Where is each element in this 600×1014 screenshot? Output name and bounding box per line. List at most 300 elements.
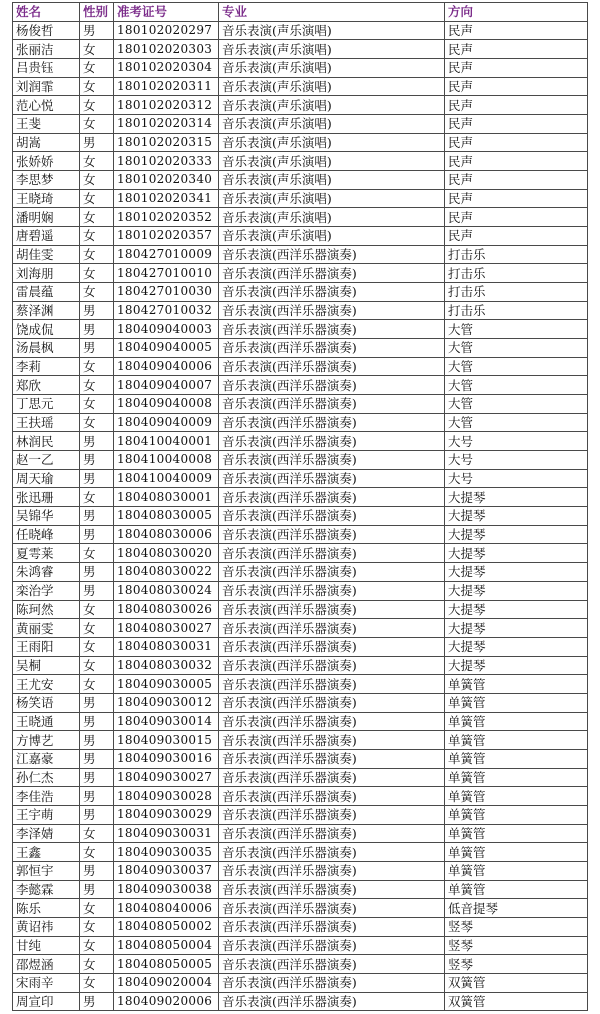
table-row: [13, 283, 588, 302]
cell-major: 音乐表演(声乐演唱): [219, 189, 445, 208]
cell-direction: 双簧管: [445, 992, 588, 1011]
cell-major: 音乐表演(西洋乐器演奏): [219, 283, 445, 302]
cell-gender: 女: [80, 955, 114, 974]
table-row: [13, 787, 588, 806]
cell-direction: 民声: [445, 152, 588, 171]
cell-exam-id: 180102020352: [114, 208, 219, 227]
cell-exam-id: 180427010030: [114, 283, 219, 302]
cell-exam-id: 180408030001: [114, 488, 219, 507]
cell-gender: 女: [80, 245, 114, 264]
cell-exam-id: 180408030026: [114, 600, 219, 619]
cell-exam-id: 180409030028: [114, 787, 219, 806]
cell-exam-id: 180102020333: [114, 152, 219, 171]
cell-direction: 民声: [445, 189, 588, 208]
cell-exam-id: 180408030024: [114, 581, 219, 600]
cell-major: 音乐表演(西洋乐器演奏): [219, 805, 445, 824]
cell-name: 张迅珊: [13, 488, 80, 507]
cell-exam-id: 180408040006: [114, 899, 219, 918]
cell-gender: 男: [80, 861, 114, 880]
cell-name: 王尤安: [13, 675, 80, 694]
cell-exam-id: 180102020311: [114, 77, 219, 96]
cell-major: 音乐表演(声乐演唱): [219, 21, 445, 40]
cell-exam-id: 180409030012: [114, 693, 219, 712]
cell-major: 音乐表演(声乐演唱): [219, 96, 445, 115]
table-row: [13, 992, 588, 1011]
cell-direction: 单簧管: [445, 824, 588, 843]
cell-exam-id: 180102020312: [114, 96, 219, 115]
cell-gender: 女: [80, 376, 114, 395]
admission-roster-table: [12, 2, 588, 1011]
cell-major: 音乐表演(西洋乐器演奏): [219, 843, 445, 862]
cell-gender: 男: [80, 320, 114, 339]
cell-gender: 男: [80, 469, 114, 488]
cell-exam-id: 180409030027: [114, 768, 219, 787]
table-row: [13, 749, 588, 768]
table-row: [13, 40, 588, 59]
cell-exam-id: 180409030005: [114, 675, 219, 694]
cell-gender: 男: [80, 525, 114, 544]
cell-name: 甘纯: [13, 936, 80, 955]
table-row: [13, 488, 588, 507]
cell-direction: 大提琴: [445, 507, 588, 526]
cell-name: 陈珂然: [13, 600, 80, 619]
cell-name: 任晓峰: [13, 525, 80, 544]
cell-exam-id: 180409020006: [114, 992, 219, 1011]
cell-direction: 大管: [445, 357, 588, 376]
cell-gender: 男: [80, 507, 114, 526]
cell-major: 音乐表演(西洋乐器演奏): [219, 469, 445, 488]
cell-exam-id: 180409040007: [114, 376, 219, 395]
cell-major: 音乐表演(西洋乐器演奏): [219, 451, 445, 470]
cell-major: 音乐表演(西洋乐器演奏): [219, 731, 445, 750]
cell-direction: 民声: [445, 208, 588, 227]
cell-name: 李佳浩: [13, 787, 80, 806]
cell-gender: 女: [80, 283, 114, 302]
table-row: [13, 656, 588, 675]
cell-direction: 大提琴: [445, 619, 588, 638]
cell-name: 吕贵钰: [13, 59, 80, 78]
cell-direction: 民声: [445, 77, 588, 96]
table-row: [13, 768, 588, 787]
cell-major: 音乐表演(声乐演唱): [219, 40, 445, 59]
cell-name: 李泽婧: [13, 824, 80, 843]
cell-direction: 大提琴: [445, 525, 588, 544]
cell-exam-id: 180409030037: [114, 861, 219, 880]
cell-name: 王晓通: [13, 712, 80, 731]
cell-name: 胡嵩: [13, 133, 80, 152]
cell-exam-id: 180408030020: [114, 544, 219, 563]
table-row: [13, 880, 588, 899]
cell-direction: 大管: [445, 395, 588, 414]
cell-gender: 男: [80, 992, 114, 1011]
cell-exam-id: 180410040008: [114, 451, 219, 470]
cell-exam-id: 180409020004: [114, 973, 219, 992]
cell-exam-id: 180409030035: [114, 843, 219, 862]
cell-direction: 单簧管: [445, 731, 588, 750]
cell-direction: 竖琴: [445, 936, 588, 955]
cell-name: 王斐: [13, 115, 80, 134]
cell-name: 潘明娴: [13, 208, 80, 227]
table-header-row: [13, 3, 588, 22]
cell-gender: 女: [80, 115, 114, 134]
cell-gender: 女: [80, 899, 114, 918]
cell-direction: 单簧管: [445, 861, 588, 880]
cell-major: 音乐表演(声乐演唱): [219, 133, 445, 152]
table-row: [13, 824, 588, 843]
cell-direction: 双簧管: [445, 973, 588, 992]
cell-direction: 民声: [445, 133, 588, 152]
table-row: [13, 955, 588, 974]
cell-name: 王宇萌: [13, 805, 80, 824]
cell-gender: 女: [80, 619, 114, 638]
table-row: [13, 581, 588, 600]
table-row: [13, 693, 588, 712]
cell-direction: 单簧管: [445, 675, 588, 694]
cell-gender: 女: [80, 637, 114, 656]
cell-direction: 民声: [445, 21, 588, 40]
cell-name: 李思梦: [13, 171, 80, 190]
cell-gender: 女: [80, 152, 114, 171]
table-row: [13, 395, 588, 414]
cell-name: 周宣印: [13, 992, 80, 1011]
cell-gender: 女: [80, 544, 114, 563]
cell-name: 周天瑜: [13, 469, 80, 488]
table-row: [13, 189, 588, 208]
table-row: [13, 637, 588, 656]
cell-gender: 女: [80, 936, 114, 955]
table-row: [13, 115, 588, 134]
cell-major: 音乐表演(西洋乐器演奏): [219, 376, 445, 395]
table-row: [13, 133, 588, 152]
cell-exam-id: 180102020304: [114, 59, 219, 78]
cell-gender: 女: [80, 395, 114, 414]
cell-direction: 打击乐: [445, 301, 588, 320]
cell-direction: 大号: [445, 469, 588, 488]
cell-major: 音乐表演(西洋乐器演奏): [219, 357, 445, 376]
cell-direction: 单簧管: [445, 787, 588, 806]
cell-exam-id: 180102020315: [114, 133, 219, 152]
cell-name: 栾治学: [13, 581, 80, 600]
cell-name: 张丽洁: [13, 40, 80, 59]
cell-gender: 女: [80, 40, 114, 59]
cell-name: 李莉: [13, 357, 80, 376]
cell-gender: 女: [80, 824, 114, 843]
cell-exam-id: 180409030029: [114, 805, 219, 824]
cell-exam-id: 180427010010: [114, 264, 219, 283]
cell-direction: 单簧管: [445, 693, 588, 712]
cell-major: 音乐表演(西洋乐器演奏): [219, 600, 445, 619]
cell-name: 王扶瑶: [13, 413, 80, 432]
cell-gender: 男: [80, 787, 114, 806]
cell-name: 雷晨蕴: [13, 283, 80, 302]
cell-major: 音乐表演(西洋乐器演奏): [219, 749, 445, 768]
cell-direction: 大提琴: [445, 656, 588, 675]
cell-name: 朱鸿睿: [13, 563, 80, 582]
cell-major: 音乐表演(西洋乐器演奏): [219, 264, 445, 283]
table-row: [13, 171, 588, 190]
cell-gender: 女: [80, 59, 114, 78]
cell-exam-id: 180408030027: [114, 619, 219, 638]
cell-gender: 男: [80, 133, 114, 152]
header-name: 姓名: [13, 3, 80, 22]
cell-exam-id: 180427010009: [114, 245, 219, 264]
cell-major: 音乐表演(西洋乐器演奏): [219, 656, 445, 675]
cell-direction: 大提琴: [445, 600, 588, 619]
cell-major: 音乐表演(西洋乐器演奏): [219, 824, 445, 843]
cell-name: 赵一乙: [13, 451, 80, 470]
cell-gender: 女: [80, 189, 114, 208]
cell-major: 音乐表演(西洋乐器演奏): [219, 525, 445, 544]
header-gender: 性别: [80, 3, 114, 22]
cell-name: 胡佳雯: [13, 245, 80, 264]
cell-gender: 女: [80, 656, 114, 675]
cell-exam-id: 180408030006: [114, 525, 219, 544]
cell-exam-id: 180408030005: [114, 507, 219, 526]
cell-direction: 大号: [445, 451, 588, 470]
cell-major: 音乐表演(西洋乐器演奏): [219, 693, 445, 712]
cell-exam-id: 180408050002: [114, 917, 219, 936]
table-row: [13, 619, 588, 638]
table-row: [13, 861, 588, 880]
table-row: [13, 264, 588, 283]
table-row: [13, 600, 588, 619]
cell-name: 张娇娇: [13, 152, 80, 171]
cell-major: 音乐表演(西洋乐器演奏): [219, 675, 445, 694]
table-body: [13, 21, 588, 1011]
table-row: [13, 507, 588, 526]
cell-gender: 男: [80, 768, 114, 787]
cell-exam-id: 180102020341: [114, 189, 219, 208]
table-row: [13, 77, 588, 96]
cell-name: 夏雩莱: [13, 544, 80, 563]
cell-major: 音乐表演(西洋乐器演奏): [219, 992, 445, 1011]
cell-major: 音乐表演(西洋乐器演奏): [219, 395, 445, 414]
cell-direction: 大提琴: [445, 581, 588, 600]
table-row: [13, 469, 588, 488]
table-row: [13, 675, 588, 694]
cell-exam-id: 180408050004: [114, 936, 219, 955]
cell-major: 音乐表演(西洋乐器演奏): [219, 413, 445, 432]
cell-major: 音乐表演(西洋乐器演奏): [219, 619, 445, 638]
table-row: [13, 432, 588, 451]
cell-gender: 男: [80, 339, 114, 358]
table-row: [13, 245, 588, 264]
cell-major: 音乐表演(西洋乐器演奏): [219, 917, 445, 936]
cell-name: 汤晨枫: [13, 339, 80, 358]
cell-name: 方博艺: [13, 731, 80, 750]
cell-gender: 男: [80, 693, 114, 712]
cell-direction: 民声: [445, 59, 588, 78]
cell-name: 杨笑语: [13, 693, 80, 712]
table-row: [13, 96, 588, 115]
cell-direction: 打击乐: [445, 264, 588, 283]
cell-major: 音乐表演(声乐演唱): [219, 59, 445, 78]
cell-exam-id: 180408030031: [114, 637, 219, 656]
cell-name: 林润民: [13, 432, 80, 451]
cell-gender: 男: [80, 432, 114, 451]
table-row: [13, 973, 588, 992]
cell-gender: 男: [80, 712, 114, 731]
table-row: [13, 563, 588, 582]
cell-direction: 大提琴: [445, 563, 588, 582]
cell-name: 邵煜涵: [13, 955, 80, 974]
cell-gender: 男: [80, 451, 114, 470]
cell-exam-id: 180409030038: [114, 880, 219, 899]
cell-gender: 女: [80, 600, 114, 619]
cell-exam-id: 180409030016: [114, 749, 219, 768]
cell-exam-id: 180409030031: [114, 824, 219, 843]
cell-name: 陈乐: [13, 899, 80, 918]
cell-major: 音乐表演(西洋乐器演奏): [219, 563, 445, 582]
cell-exam-id: 180410040001: [114, 432, 219, 451]
cell-exam-id: 180409030015: [114, 731, 219, 750]
cell-exam-id: 180409040008: [114, 395, 219, 414]
cell-exam-id: 180409040009: [114, 413, 219, 432]
cell-direction: 竖琴: [445, 955, 588, 974]
cell-direction: 民声: [445, 115, 588, 134]
cell-direction: 大提琴: [445, 637, 588, 656]
cell-direction: 民声: [445, 96, 588, 115]
cell-exam-id: 180102020314: [114, 115, 219, 134]
cell-name: 王鑫: [13, 843, 80, 862]
table-row: [13, 899, 588, 918]
table-row: [13, 413, 588, 432]
cell-name: 王雨阳: [13, 637, 80, 656]
cell-direction: 打击乐: [445, 245, 588, 264]
cell-major: 音乐表演(西洋乐器演奏): [219, 787, 445, 806]
cell-name: 郭恒宇: [13, 861, 80, 880]
table-row: [13, 357, 588, 376]
table-row: [13, 152, 588, 171]
cell-name: 黄诏祎: [13, 917, 80, 936]
cell-gender: 女: [80, 488, 114, 507]
cell-direction: 大管: [445, 339, 588, 358]
table-row: [13, 805, 588, 824]
cell-exam-id: 180408030032: [114, 656, 219, 675]
table-row: [13, 59, 588, 78]
cell-major: 音乐表演(西洋乐器演奏): [219, 488, 445, 507]
cell-name: 蔡泽渊: [13, 301, 80, 320]
cell-major: 音乐表演(西洋乐器演奏): [219, 955, 445, 974]
cell-name: 黄丽雯: [13, 619, 80, 638]
cell-name: 丁思元: [13, 395, 80, 414]
cell-name: 江嘉豪: [13, 749, 80, 768]
cell-direction: 大管: [445, 376, 588, 395]
cell-major: 音乐表演(西洋乐器演奏): [219, 245, 445, 264]
cell-major: 音乐表演(西洋乐器演奏): [219, 301, 445, 320]
cell-gender: 女: [80, 675, 114, 694]
cell-exam-id: 180102020303: [114, 40, 219, 59]
cell-name: 宋雨辛: [13, 973, 80, 992]
cell-direction: 大管: [445, 413, 588, 432]
cell-exam-id: 180427010032: [114, 301, 219, 320]
cell-direction: 单簧管: [445, 880, 588, 899]
cell-gender: 男: [80, 563, 114, 582]
cell-major: 音乐表演(西洋乐器演奏): [219, 973, 445, 992]
cell-direction: 大提琴: [445, 544, 588, 563]
cell-name: 吴桐: [13, 656, 80, 675]
cell-name: 李懿霖: [13, 880, 80, 899]
cell-name: 范心悦: [13, 96, 80, 115]
cell-exam-id: 180409040005: [114, 339, 219, 358]
cell-name: 孙仁杰: [13, 768, 80, 787]
cell-gender: 男: [80, 749, 114, 768]
table-row: [13, 544, 588, 563]
cell-gender: 男: [80, 581, 114, 600]
cell-direction: 大号: [445, 432, 588, 451]
cell-major: 音乐表演(西洋乐器演奏): [219, 861, 445, 880]
cell-exam-id: 180102020340: [114, 171, 219, 190]
cell-major: 音乐表演(西洋乐器演奏): [219, 899, 445, 918]
table-row: [13, 731, 588, 750]
cell-exam-id: 180409030014: [114, 712, 219, 731]
cell-gender: 女: [80, 917, 114, 936]
cell-direction: 大提琴: [445, 488, 588, 507]
table-row: [13, 525, 588, 544]
cell-gender: 女: [80, 227, 114, 246]
cell-gender: 男: [80, 21, 114, 40]
cell-gender: 女: [80, 96, 114, 115]
cell-major: 音乐表演(声乐演唱): [219, 77, 445, 96]
cell-gender: 男: [80, 301, 114, 320]
cell-direction: 打击乐: [445, 283, 588, 302]
header-id: 准考证号: [114, 3, 219, 22]
header-major: 专业: [219, 3, 445, 22]
cell-major: 音乐表演(西洋乐器演奏): [219, 712, 445, 731]
cell-name: 刘海朋: [13, 264, 80, 283]
cell-name: 吴锦华: [13, 507, 80, 526]
table-row: [13, 843, 588, 862]
table-row: [13, 451, 588, 470]
cell-direction: 大管: [445, 320, 588, 339]
cell-gender: 男: [80, 731, 114, 750]
cell-major: 音乐表演(西洋乐器演奏): [219, 637, 445, 656]
cell-name: 王晓琦: [13, 189, 80, 208]
cell-gender: 男: [80, 805, 114, 824]
cell-major: 音乐表演(西洋乐器演奏): [219, 320, 445, 339]
cell-exam-id: 180408050005: [114, 955, 219, 974]
cell-direction: 单簧管: [445, 712, 588, 731]
cell-direction: 单簧管: [445, 805, 588, 824]
cell-direction: 竖琴: [445, 917, 588, 936]
cell-exam-id: 180102020357: [114, 227, 219, 246]
cell-major: 音乐表演(西洋乐器演奏): [219, 880, 445, 899]
table-row: [13, 376, 588, 395]
cell-gender: 女: [80, 264, 114, 283]
cell-name: 杨俊哲: [13, 21, 80, 40]
cell-major: 音乐表演(声乐演唱): [219, 115, 445, 134]
cell-name: 饶成侃: [13, 320, 80, 339]
cell-gender: 女: [80, 413, 114, 432]
cell-major: 音乐表演(声乐演唱): [219, 208, 445, 227]
cell-name: 刘润霏: [13, 77, 80, 96]
table-row: [13, 936, 588, 955]
cell-direction: 民声: [445, 227, 588, 246]
cell-gender: 女: [80, 973, 114, 992]
cell-exam-id: 180102020297: [114, 21, 219, 40]
cell-gender: 男: [80, 880, 114, 899]
cell-exam-id: 180408030022: [114, 563, 219, 582]
cell-gender: 女: [80, 171, 114, 190]
cell-direction: 单簧管: [445, 843, 588, 862]
cell-major: 音乐表演(西洋乐器演奏): [219, 432, 445, 451]
cell-major: 音乐表演(西洋乐器演奏): [219, 544, 445, 563]
cell-direction: 民声: [445, 40, 588, 59]
cell-major: 音乐表演(西洋乐器演奏): [219, 507, 445, 526]
cell-gender: 女: [80, 208, 114, 227]
table-row: [13, 339, 588, 358]
cell-gender: 女: [80, 77, 114, 96]
